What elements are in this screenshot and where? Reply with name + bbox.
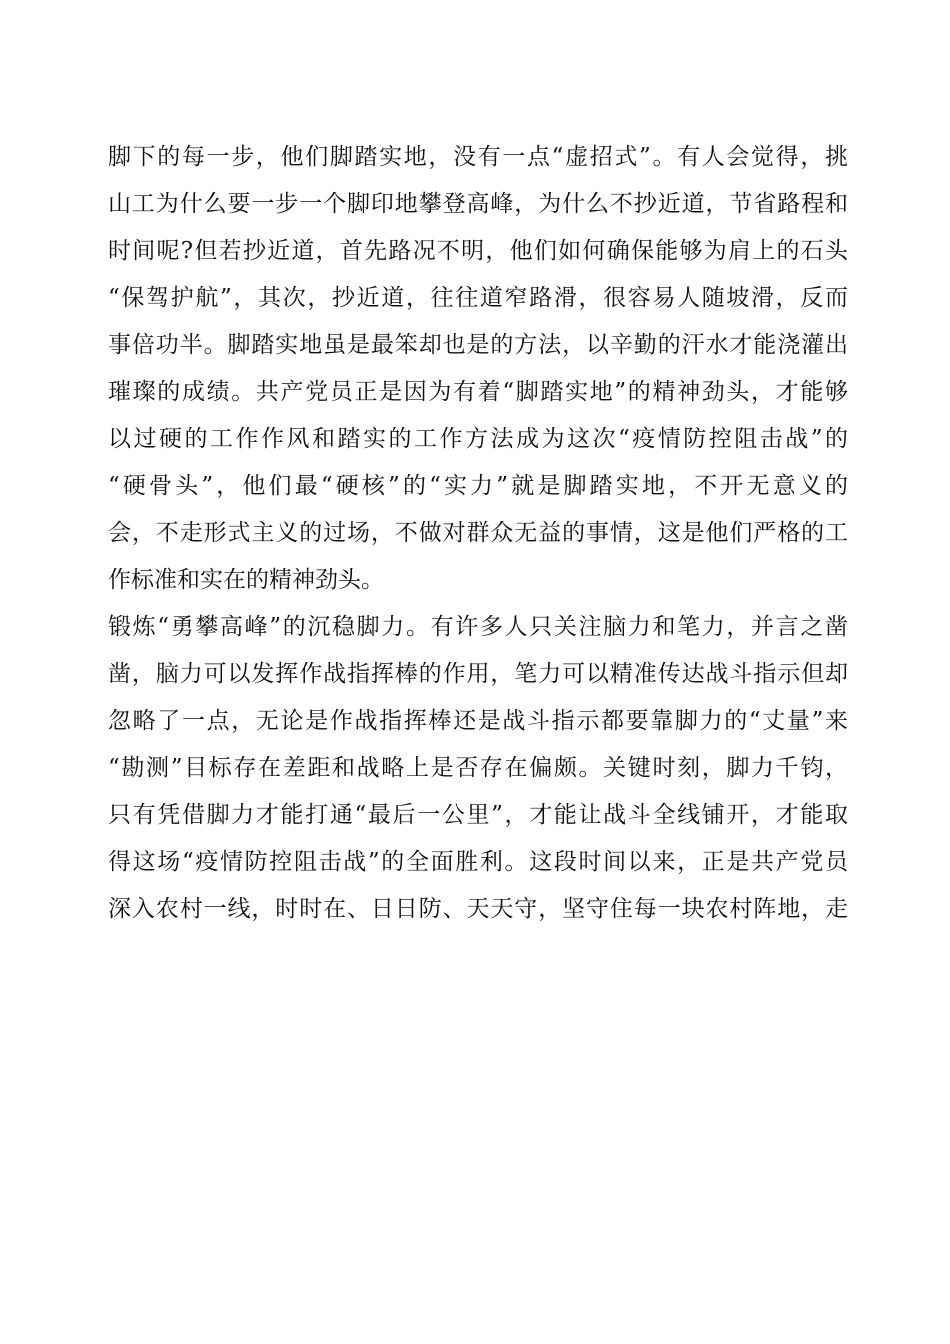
text-line-4: “保驾护航”，其次，抄近道，往往道窄路滑，很容易人随坡滑，反而 xyxy=(108,285,848,311)
text-line-15: 只有凭借脚力才能打通“最后一公里”，才能让战斗全线铺开，才能取 xyxy=(108,802,848,828)
text-line-5: 事倍功半。脚踏实地虽是最笨却也是的方法，以辛勤的汗水才能浇灌出 xyxy=(108,332,848,358)
text-line-8: “硬骨头”，他们最“硬核”的“实力”就是脚踏实地，不开无意义的 xyxy=(108,473,848,499)
text-line-11: 锻炼“勇攀高峰”的沉稳脚力。有许多人只关注脑力和笔力，并言之凿 xyxy=(108,614,848,640)
text-line-9: 会，不走形式主义的过场，不做对群众无益的事情，这是他们严格的工 xyxy=(108,520,848,546)
text-line-16: 得这场“疫情防控阻击战”的全面胜利。这段时间以来，正是共产党员 xyxy=(108,849,848,875)
text-line-12: 凿，脑力可以发挥作战指挥棒的作用，笔力可以精准传达战斗指示但却 xyxy=(108,661,848,687)
text-line-1: 脚下的每一步，他们脚踏实地，没有一点“虚招式”。有人会觉得，挑 xyxy=(108,144,848,170)
text-line-6: 璀璨的成绩。共产党员正是因为有着“脚踏实地”的精神劲头，才能够 xyxy=(108,379,848,405)
text-line-3: 时间呢?但若抄近道，首先路况不明，他们如何确保能够为肩上的石头 xyxy=(108,238,848,264)
text-line-17: 深入农村一线，时时在、日日防、天天守，坚守住每一块农村阵地，走 xyxy=(108,896,848,922)
text-line-10: 作标准和实在的精神劲头。 xyxy=(108,567,384,593)
text-line-2: 山工为什么要一步一个脚印地攀登高峰，为什么不抄近道，节省路程和 xyxy=(108,191,848,217)
text-line-14: “勘测”目标存在差距和战略上是否存在偏颇。关键时刻，脚力千钧， xyxy=(108,755,848,781)
text-line-7: 以过硬的工作作风和踏实的工作方法成为这次“疫情防控阻击战”的 xyxy=(108,426,848,452)
body-text xyxy=(108,134,848,933)
text-line-13: 忽略了一点，无论是作战指挥棒还是战斗指示都要靠脚力的“丈量”来 xyxy=(108,708,848,734)
